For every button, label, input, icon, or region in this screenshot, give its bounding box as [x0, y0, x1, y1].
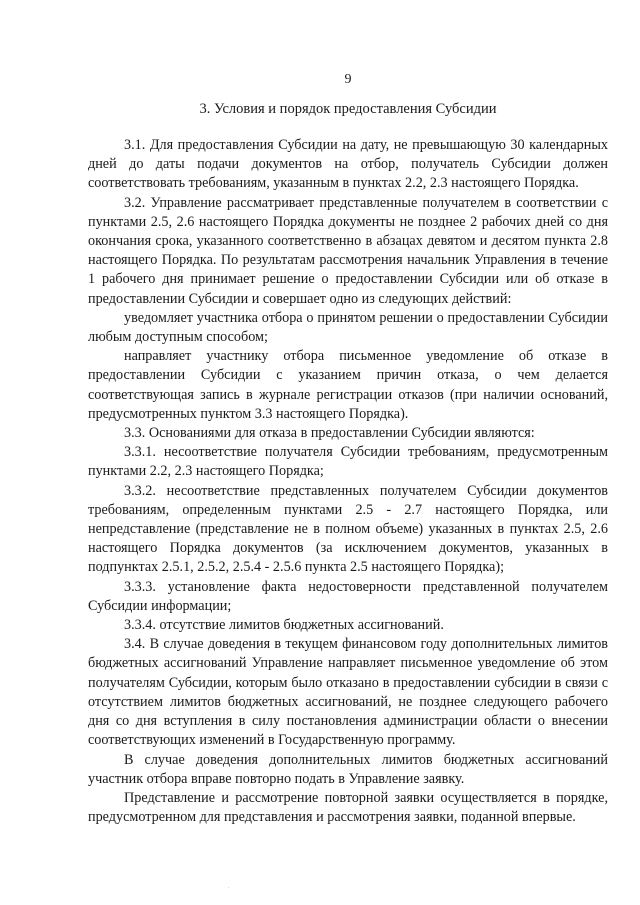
paragraph-3-1: 3.1. Для предоставления Субсидии на дату, не превышающую 30 календарных дней до даты подачи документов на отбор, получатель Субсидии должен соответствовать требованиям, указанным в пунктах 2.2, 2.3 настоящего Порядка. [88, 137, 608, 192]
paragraph-notify-refusal: направляет участнику отбора письменное уведомление об отказе в предоставлении Субсидии с указанием причин отказа, о чем делается соответствующая запись в журнале регистрации отказов (при наличии оснований, предусмотренных пунктом 3.3 настоящего Порядка). [88, 348, 608, 422]
document-page [88, 0, 608, 905]
paragraph-3-2: 3.2. Управление рассматривает представленные получателем в соответствии с пунктами 2.5, 2.6 настоящего Порядка документы не позднее 2 рабочих дней со дня окончания срока, указанного соответственно в абзацах девятом и десятом пункта 2.8 настоящего Порядка. По результатам рассмотрения начальник Управления в течение 1 рабочего дня принимает решение о предоставлении Субсидии или об отказе в предоставлении Субсидии и совершает одно из следующих действий: [88, 194, 608, 307]
footer-mark: . [228, 884, 230, 890]
section-title: 3. Условия и порядок предоставления Субсидии [199, 101, 497, 117]
paragraph-3-3: 3.3. Основаниями для отказа в предоставлении Субсидии являются: [124, 425, 535, 442]
paragraph-3-4: 3.4. В случае доведения в текущем финансовом году дополнительных лимитов бюджетных ассигнований Управление направляет письменное уведомление об этом получателям Субсидии, которым было отказано в предоставлении субсидии в связи с отсутствием лимитов бюджетных ассигнований, не позднее следующего рабочего дня со дня вступления в силу постановления администрации области о внесении соответствующих изменений в Государственную программу. [88, 636, 608, 749]
paragraph-notify-approval: уведомляет участника отбора о принятом решении о предоставлении Субсидии любым доступным способом; [88, 309, 608, 346]
paragraph-repeat-application: Представление и рассмотрение повторной заявки осуществляется в порядке, предусмотренном для представления и рассмотрения заявки, поданной впервые. [88, 789, 608, 826]
paragraph-additional-limits: В случае доведения дополнительных лимитов бюджетных ассигнований участник отбора вправе повторно подать в Управление заявку. [88, 751, 608, 787]
paragraph-3-3-2: 3.3.2. несоответствие представленных получателем Субсидии документов требованиям, определенным пунктами 2.5 - 2.7 настоящего Порядка, или непредставление (представление не в полном объеме) указанных в пунктах 2.5, 2.6 настоящего Порядка документов (за исключением документов, указанных в подпунктах 2.5.1, 2.5.2, 2.5.4 - 2.5.6 пункта 2.5 настоящего Порядка); [88, 482, 608, 576]
page-number: 9 [344, 72, 352, 87]
section-body [88, 136, 608, 827]
paragraph-3-3-3: 3.3.3. установление факта недостоверности представленной получателем Субсидии информации; [88, 578, 608, 614]
paragraph-3-3-1: 3.3.1. несоответствие получателя Субсидии требованиям, предусмотренным пунктами 2.2, 2.3 настоящего Порядка; [88, 444, 608, 480]
paragraph-3-3-4: 3.3.4. отсутствие лимитов бюджетных ассигнований. [124, 617, 444, 634]
